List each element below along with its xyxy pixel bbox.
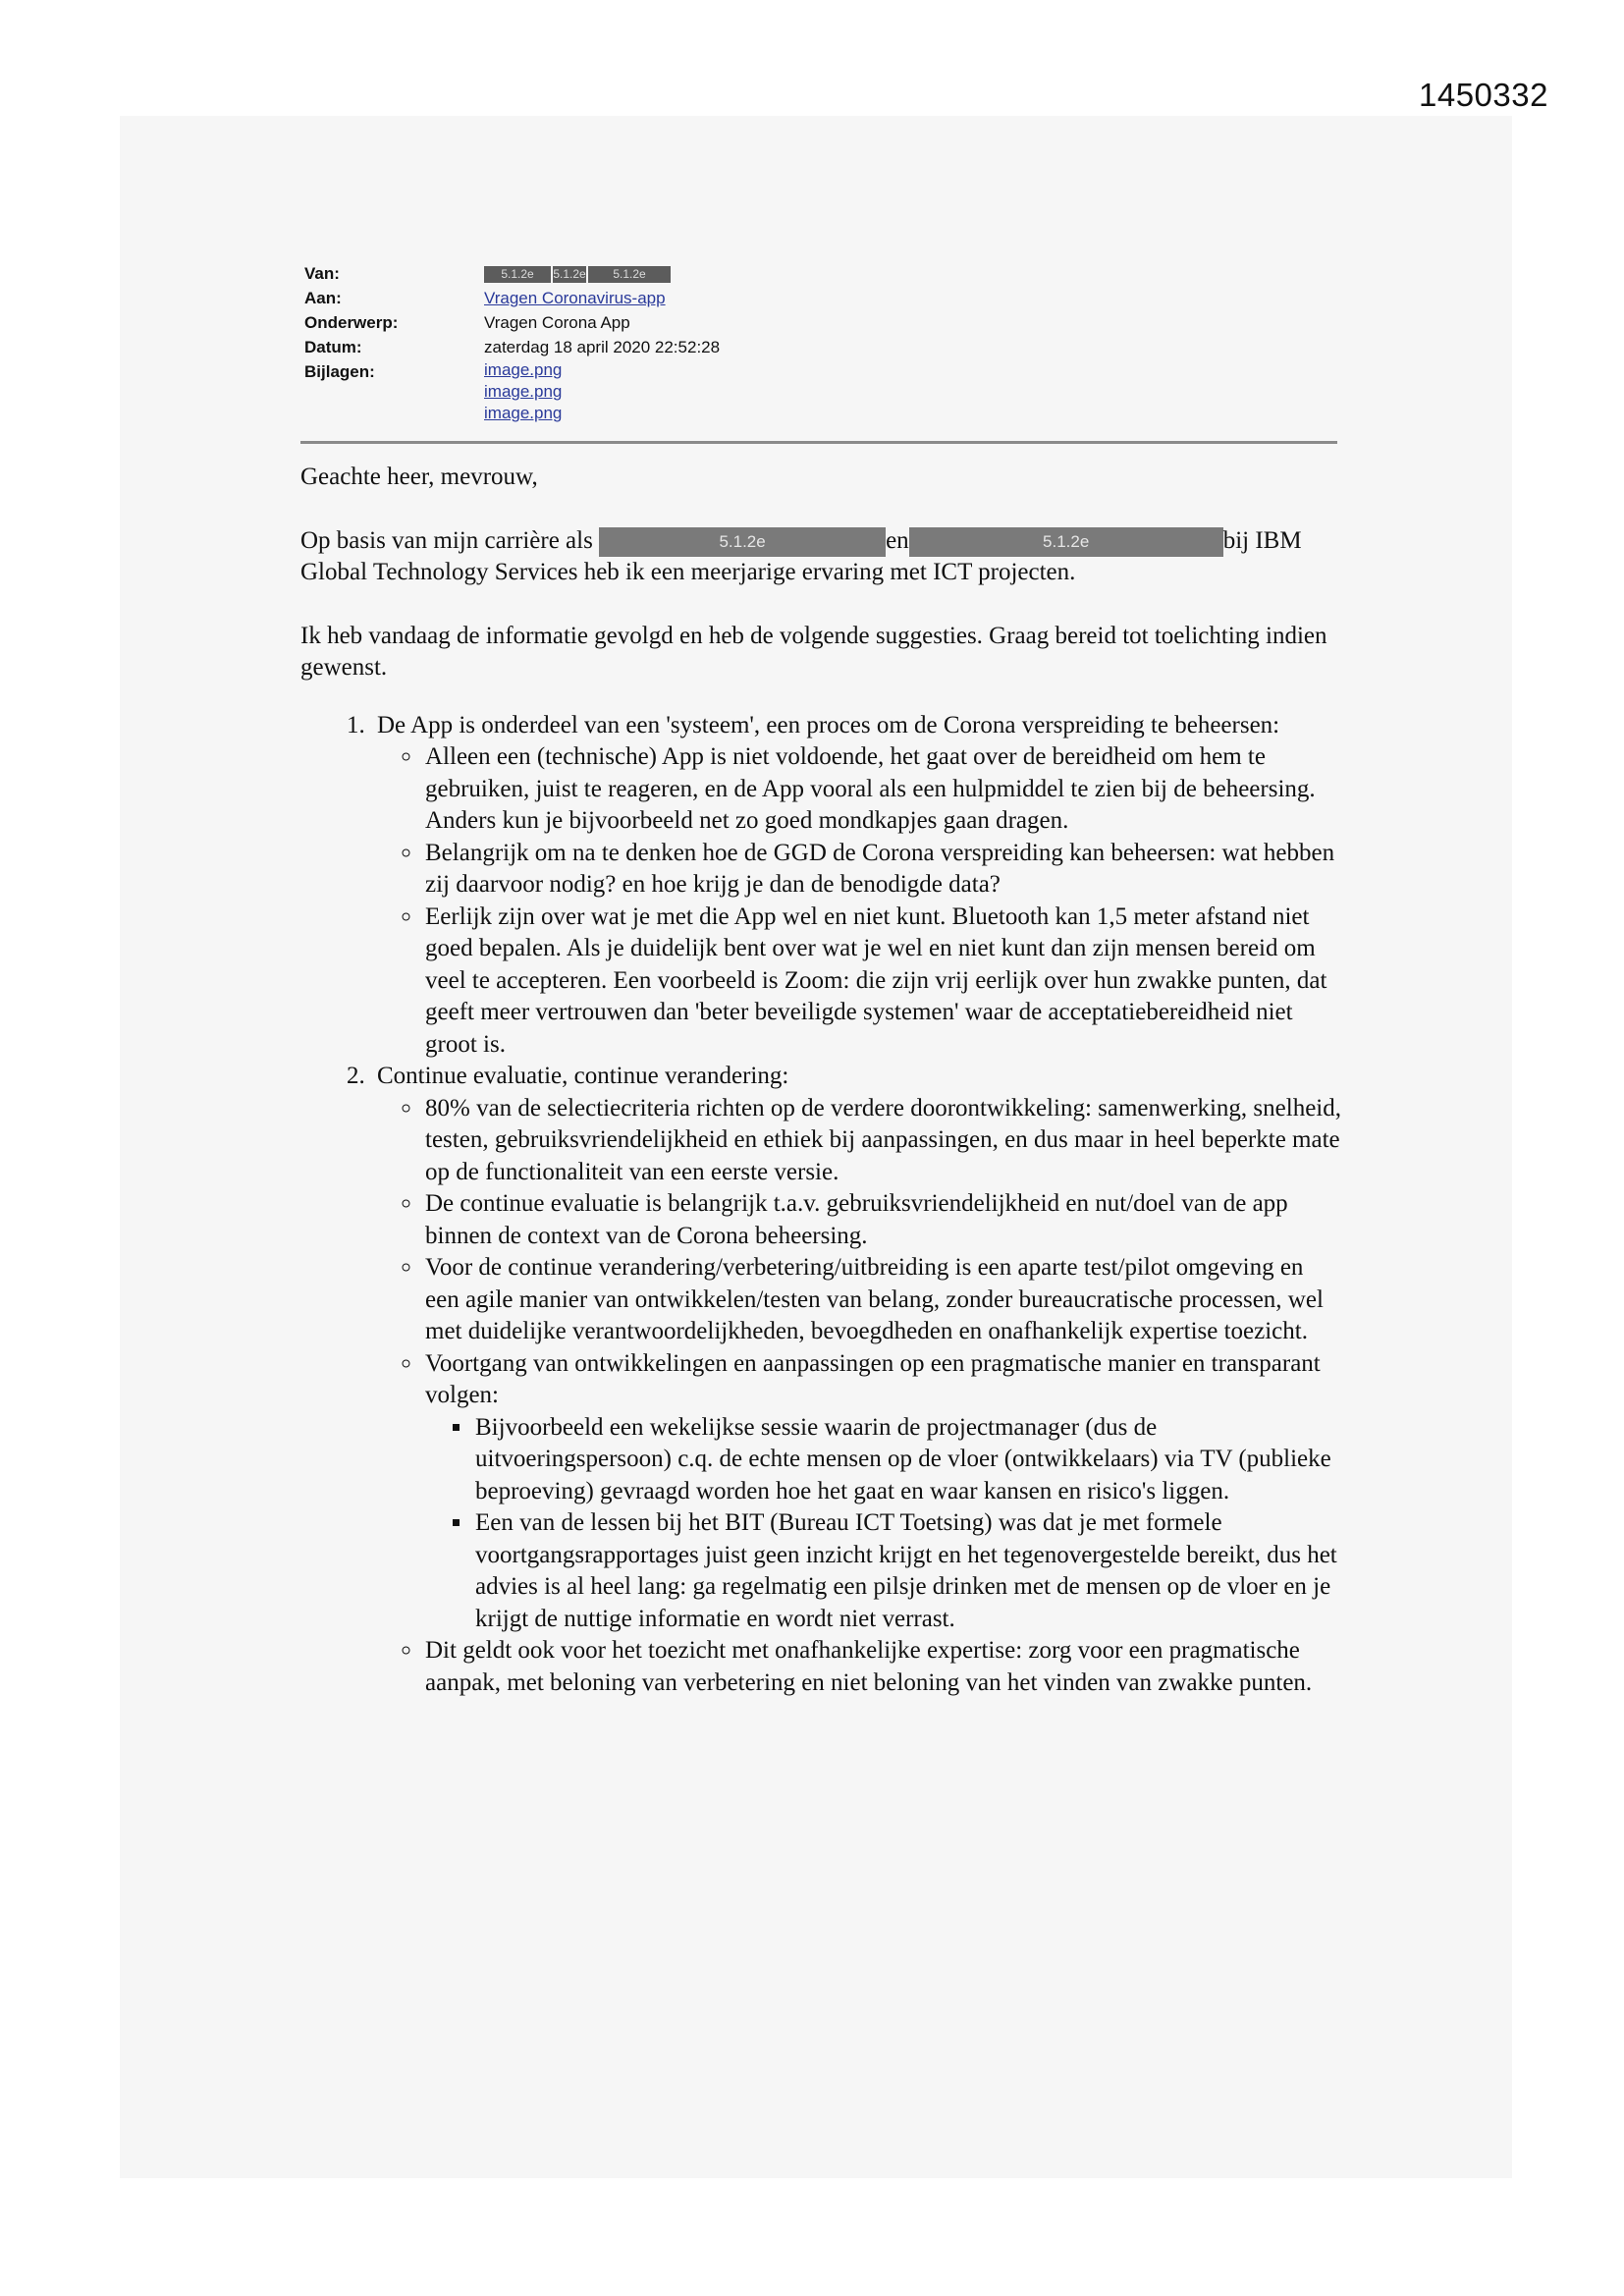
suggestion-list [300,710,1341,1700]
attachment-link[interactable]: image.png [484,382,563,401]
sub-list-item-text: Voortgang van ontwikkelingen en aanpassingen op een pragmatische manier en transparant volgen: [425,1349,1321,1408]
email-body [300,462,1341,1699]
intro-paragraph [300,525,1341,589]
header-divider [300,441,1337,444]
from-value [484,261,720,286]
list-item [371,710,1341,1062]
redaction-box: 5.1.2e [599,527,886,557]
redaction-box: 5.1.2e [553,267,586,282]
sub-list [377,1093,1341,1700]
nested-list-item: ▪ Bijvoorbeeld een wekelijkse sessie waarin de projectmanager (dus de uitvoeringspersoon) c.q. de echte mensen op de vloer (ontwikkelaars) via TV (publieke beproeving) gevraagd worden hoe het gaat en waar kansen en risico's liggen. [473,1412,1341,1508]
attachment-link[interactable]: image.png [484,404,563,422]
sub-list-item: ◦ Eerlijk zijn over wat je met die App wel en niet kunt. Bluetooth kan 1,5 meter afstand niet goed bepalen. Als je duidelijk bent over wat je wel en niet kunt dan zijn mensen bereid om veel te accepteren. Een voorbeeld is Zoom: die zijn vrij eerlijk over hun zwakke punten, dat geeft meer vertrouwen dan 'beter beveiligde systemen' waar de acceptatiebereidheid niet groot is. [423,902,1341,1062]
header-to-row [304,286,720,310]
nested-list [425,1412,1341,1636]
redaction-box: 5.1.2e [588,266,671,283]
subject-value: Vragen Corona App [484,313,630,332]
greeting: Geachte heer, mevrouw, [300,464,538,490]
header-subject-row [304,310,720,335]
document-number: 1450332 [1419,77,1548,113]
subject-label: Onderwerp: [304,313,399,332]
attachment-list [484,359,720,424]
header-from-row [304,261,720,286]
intro-text: en [886,526,909,554]
date-label: Datum: [304,338,362,356]
to-link[interactable]: Vragen Coronavirus-app [484,289,666,307]
intro-text: Op basis van mijn carrière als [300,526,593,554]
list-item [371,1061,1341,1699]
attachment-link[interactable]: image.png [484,360,563,379]
sub-list-item: ◦ Dit geldt ook voor het toezicht met onafhankelijke expertise: zorg voor een pragmatische aanpak, met beloning van verbetering en niet beloning van het vinden van zwakke punten. [423,1635,1341,1699]
sub-list-item: ◦ Voor de continue verandering/verbetering/uitbreiding is een aparte test/pilot omgeving en een agile manier van ontwikkelen/testen van belang, zonder bureaucratische processen, wel met duidelijke verantwoordelijkheden, bevoegdheden en onafhankelijk expertise toezicht. [423,1252,1341,1348]
email-header [304,261,720,424]
list-item-text: Continue evaluatie, continue verandering: [377,1063,789,1089]
sub-list-item: ◦ De continue evaluatie is belangrijk t.a.v. gebruiksvriendelijkheid en nut/doel van de app binnen de context van de Corona beheersing. [423,1188,1341,1252]
sub-list-item: ◦ 80% van de selectiecriteria richten op de verdere doorontwikkeling: samenwerking, snelheid, testen, gebruiksvriendelijkheid en ethiek bij aanpassingen, en dus maar in heel beperkte mate op de functionaliteit van een eerste versie. [423,1093,1341,1189]
sub-list-item [423,1348,1341,1636]
from-label: Van: [304,264,340,283]
sub-list-item: ◦ Alleen een (technische) App is niet voldoende, het gaat over de bereidheid om hem te gebruiken, juist te reageren, en de App vooral als een hulpmiddel te zien bij de beheersing. Anders kun je bijvoorbeeld net zo goed mondkapjes gaan dragen. [423,741,1341,838]
list-item-text: De App is onderdeel van een 'systeem', een proces om de Corona verspreiding te beheersen: [377,711,1280,738]
to-label: Aan: [304,289,342,307]
redaction-box: 5.1.2e [909,527,1223,557]
date-value: zaterdag 18 april 2020 22:52:28 [484,338,721,356]
header-date-row [304,335,720,359]
attachments-label: Bijlagen: [304,362,375,381]
sub-list [377,741,1341,1061]
nested-list-item: ▪ Een van de lessen bij het BIT (Bureau ICT Toetsing) was dat je met formele voortgangsrapportages juist geen inzicht krijgt en het tegenovergestelde bereikt, dus het advies is al heel lang: ga regelmatig een pilsje drinken met de mensen op de vloer en je krijgt de nuttige informatie en wordt niet verrast. [473,1507,1341,1635]
header-attachments-row [304,359,720,424]
sub-list-item: ◦ Belangrijk om na te denken hoe de GGD de Corona verspreiding kan beheersen: wat hebben zij daarvoor nodig? en hoe krijg je dan de benodigde data? [423,838,1341,902]
intro-text: bij IBM Global Technology Services heb ik een meerjarige ervaring met ICT projecten. [300,526,1302,585]
suggestions-intro: Ik heb vandaag de informatie gevolgd en heb de volgende suggesties. Graag bereid tot toelichting indien gewenst. [300,622,1327,681]
redaction-box: 5.1.2e [484,266,551,283]
